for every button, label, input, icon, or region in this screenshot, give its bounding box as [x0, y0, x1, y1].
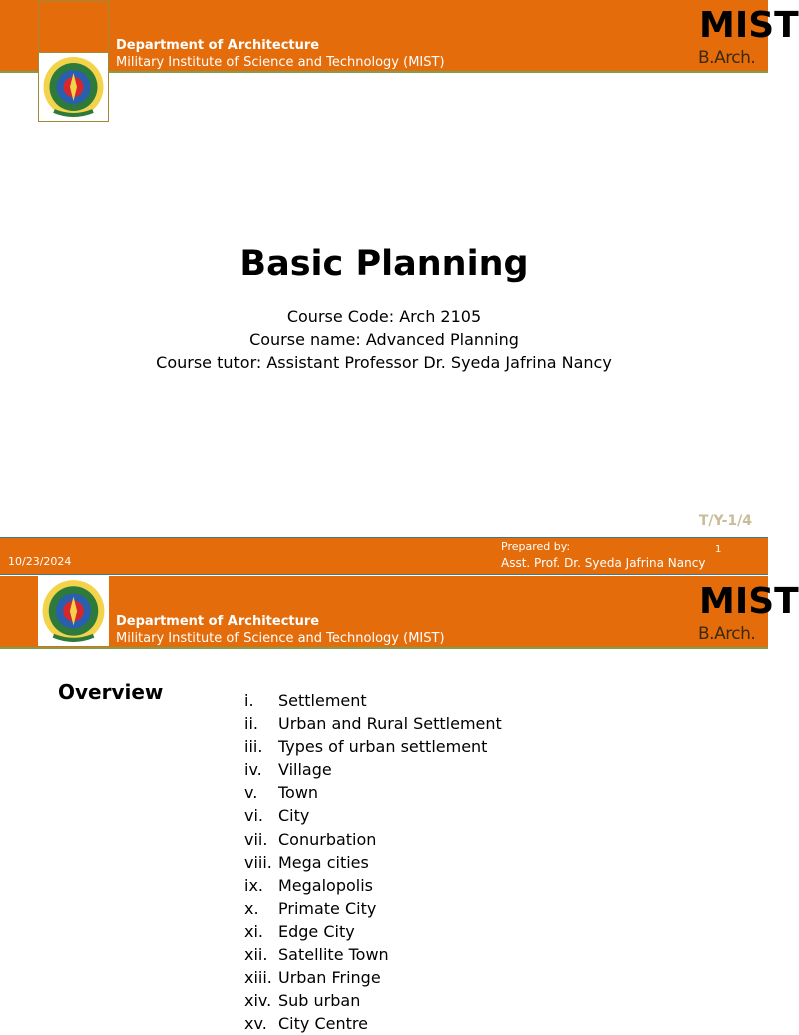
list-item-number: vi. [244, 806, 263, 826]
mist-wordmark: MIST [699, 5, 799, 46]
slide-title-text: Basic Planning [239, 244, 529, 284]
list-item-number: xiv. [244, 991, 272, 1011]
list-item-text: Urban Fringe [278, 968, 381, 988]
program-label: B.Arch. [698, 624, 756, 644]
department-name: Department of Architecture [116, 614, 320, 629]
list-item [244, 920, 502, 943]
course-code: Course Code: Arch 2105 [286, 307, 482, 326]
list-item-number: ix. [244, 875, 263, 895]
list-item-text: Village [278, 760, 332, 780]
term-label: T/Y-1/4 [698, 513, 752, 529]
list-item-text: Edge City [278, 921, 355, 941]
list-item-number: viii. [244, 852, 272, 872]
list-item [244, 874, 502, 897]
list-item-number: vii. [244, 829, 268, 849]
list-item [244, 897, 502, 920]
list-item-number: xi. [244, 921, 263, 941]
list-item-text: Satellite Town [278, 945, 389, 965]
list-item [244, 989, 502, 1012]
course-tutor: Course tutor: Assistant Professor Dr. Syeda Jafrina Nancy [156, 353, 612, 372]
department-name: Department of Architecture [116, 38, 320, 53]
prepared-by-label: Prepared by: [501, 540, 571, 553]
mist-seal-icon [42, 55, 105, 119]
list-item [244, 943, 502, 966]
list-item [244, 851, 502, 874]
program-label: B.Arch. [698, 48, 756, 68]
list-item-text: Town [278, 783, 319, 803]
list-item-text: Megalopolis [278, 875, 374, 895]
list-item-text: Mega cities [278, 852, 369, 872]
list-item-number: iv. [244, 760, 262, 780]
list-item [244, 712, 502, 735]
list-item [244, 758, 502, 781]
slide-overview [0, 576, 799, 1034]
list-item-text: Types of urban settlement [278, 737, 488, 757]
footer-date: 10/23/2024 [8, 555, 72, 568]
list-item-number: xii. [244, 945, 268, 965]
institute-name: Military Institute of Science and Technology (MIST) [116, 631, 445, 646]
list-item-text: Urban and Rural Settlement [278, 714, 502, 734]
prepared-by-name: Asst. Prof. Dr. Syeda Jafrina Nancy [501, 556, 706, 570]
list-item [244, 781, 502, 804]
list-item-text: Sub urban [278, 991, 361, 1011]
list-item-number: xiii. [244, 968, 272, 988]
list-item-text: City [278, 806, 310, 826]
list-item [244, 1012, 502, 1035]
list-item-number: v. [244, 783, 258, 803]
header-divider [0, 647, 768, 649]
list-item-number: i. [244, 691, 254, 710]
list-item-text: Conurbation [278, 829, 377, 849]
page-number: 1 [715, 544, 722, 555]
overview-list [244, 689, 502, 1035]
mist-logo [38, 0, 109, 122]
list-item-number: iii. [244, 737, 263, 757]
list-item [244, 804, 502, 827]
mist-logo [38, 576, 109, 646]
overview-heading: Overview [58, 680, 164, 704]
list-item-number: x. [244, 898, 259, 918]
list-item [244, 735, 502, 758]
list-item-text: City Centre [278, 1014, 368, 1034]
list-item-number: ii. [244, 714, 258, 734]
mist-seal-icon [41, 578, 106, 644]
list-item-text: Primate City [278, 898, 377, 918]
header-divider [0, 71, 768, 73]
list-item-number: xv. [244, 1014, 267, 1034]
list-item-text: Settlement [278, 691, 367, 710]
list-item [244, 828, 502, 851]
list-item [244, 689, 502, 712]
mist-wordmark: MIST [699, 581, 799, 622]
course-name: Course name: Advanced Planning [249, 330, 519, 349]
institute-name: Military Institute of Science and Technology (MIST) [116, 55, 445, 70]
list-item [244, 966, 502, 989]
